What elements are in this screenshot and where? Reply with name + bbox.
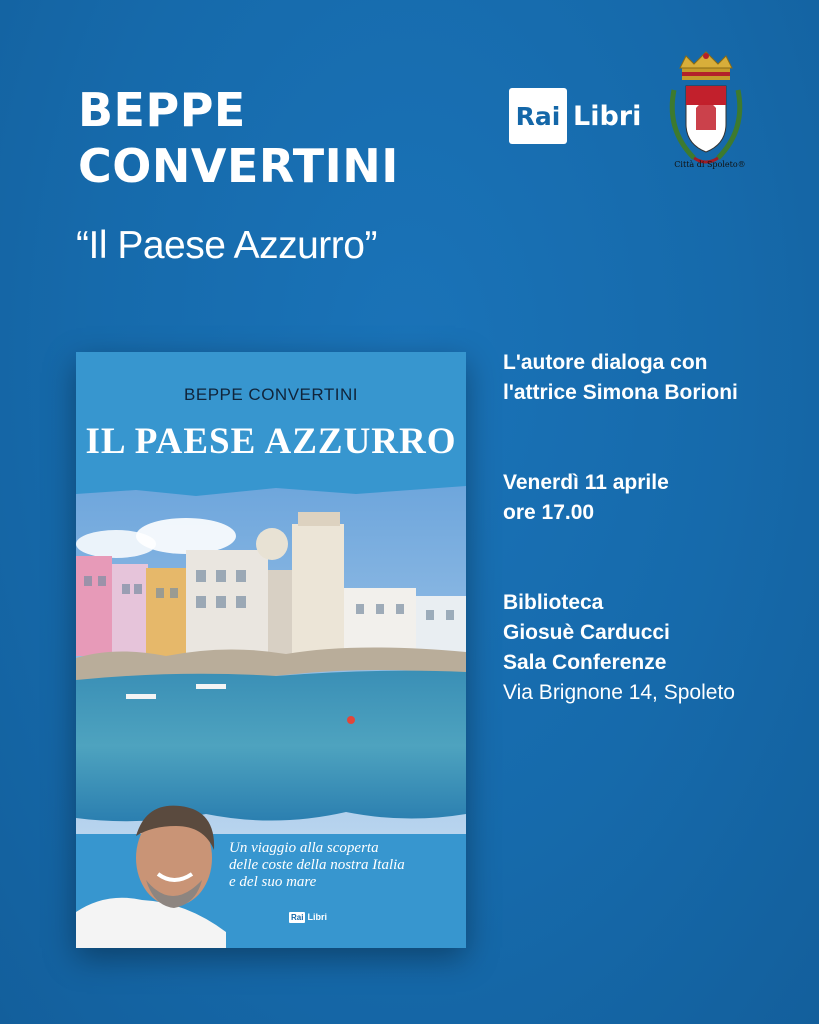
book-publisher-word: Libri (307, 912, 327, 922)
book-cover-tagline (229, 840, 459, 891)
book-cover-author: BEPPE CONVERTINI (184, 385, 358, 404)
rai-logo-box: Rai (509, 88, 567, 144)
book-publisher-logo (289, 910, 327, 924)
book-cover-title: IL PAESE AZZURRO (85, 421, 457, 462)
tagline-line-3: e del suo mare (229, 874, 317, 890)
event-venue (503, 588, 735, 708)
tagline-line-1: Un viaggio alla scoperta (229, 840, 379, 856)
rai-logo-libri: Libri (573, 100, 642, 132)
rai-libri-logo (509, 88, 641, 144)
event-time: ore 17.00 (503, 501, 595, 524)
author-portrait (76, 792, 226, 948)
venue-line-1: Biblioteca (503, 591, 604, 614)
city-caption: Città di Spoleto® (674, 160, 746, 169)
tagline-line-2: delle coste della nostra Italia (229, 857, 405, 873)
author-name (78, 82, 399, 194)
book-publisher-box: Rai (291, 912, 304, 922)
venue-line-2: Giosuè Carducci (503, 621, 670, 644)
venue-address: Via Brignone 14, Spoleto (503, 681, 735, 704)
event-dialog (503, 348, 738, 408)
book-title-subtitle: “Il Paese Azzurro” (76, 224, 377, 267)
event-date: Venerdì 11 aprile (503, 471, 669, 494)
author-name-line-1: BEPPE (78, 83, 246, 137)
dialog-line-2: l'attrice Simona Borioni (503, 381, 738, 404)
seaside-town-photo (76, 484, 466, 834)
book-cover (76, 352, 466, 948)
spoleto-crest-icon (664, 50, 748, 176)
venue-line-3: Sala Conferenze (503, 651, 667, 674)
author-name-line-2: CONVERTINI (78, 139, 399, 193)
event-when (503, 468, 669, 528)
dialog-line-1: L'autore dialoga con (503, 351, 708, 374)
